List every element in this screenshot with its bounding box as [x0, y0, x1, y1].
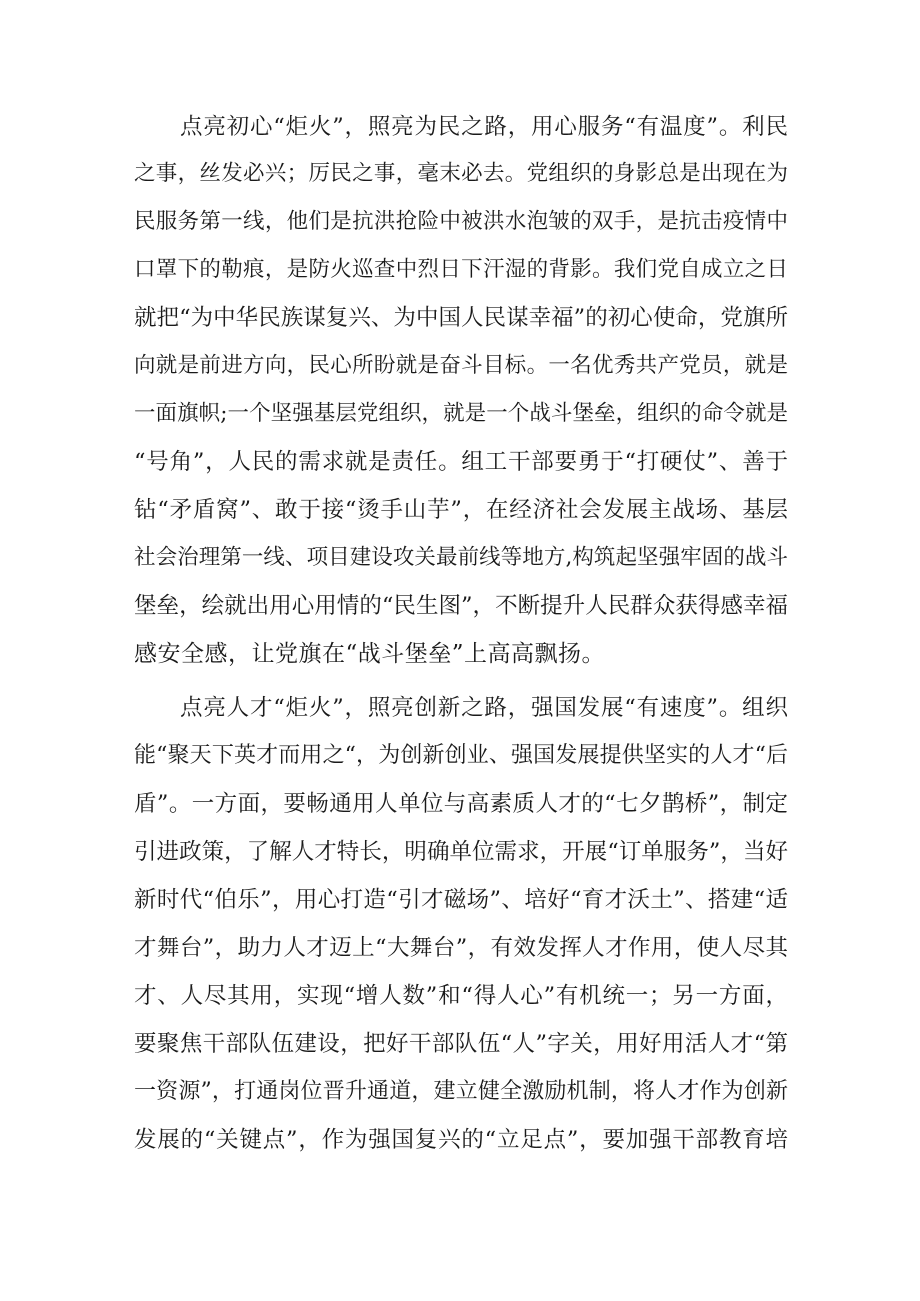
- paragraph-1-line-4: 口罩下的勒痕，是防火巡查中烈日下汗湿的背影。我们党自成立之日: [134, 257, 788, 282]
- paragraph-1-line-12: 感安全感，让党旗在“战斗堡垒”上高高飘扬。: [134, 641, 606, 667]
- paragraph-2-line-7: 才、人尽其用，实现“增人数”和“得人心”有机统一；另一方面，: [134, 983, 788, 1009]
- paragraph-1-line-7: 一面旗帜;一个坚强基层党组织，就是一个战斗堡垒，组织的命令就是: [134, 401, 788, 426]
- paragraph-2-line-3: 盾”。一方面，要畅通用人单位与高素质人才的“七夕鹊桥”，制定: [134, 791, 788, 817]
- paragraph-1-line-2: 之事，丝发必兴；厉民之事，毫末必去。党组织的身影总是出现在为: [134, 161, 788, 186]
- paragraph-1-line-9: 钻“矛盾窝”、敢于接“烫手山芋”，在经济社会发展主战场、基层: [134, 497, 788, 523]
- paragraph-2-line-1: 点亮人才“炬火”，照亮创新之路，强国发展“有速度”。组织: [180, 695, 788, 721]
- paragraph-1-line-1: 点亮初心“炬火”，照亮为民之路，用心服务“有温度”。利民: [180, 114, 788, 140]
- paragraph-1-line-3: 民服务第一线，他们是抗洪抢险中被洪水泡皱的双手，是抗击疫情中: [134, 209, 788, 234]
- paragraph-1-line-6: 向就是前进方向，民心所盼就是奋斗目标。一名优秀共产党员，就是: [134, 353, 788, 378]
- paragraph-1-line-11: 堡垒，绘就出用心用情的“民生图”，不断提升人民群众获得感幸福: [134, 593, 788, 619]
- paragraph-2-line-10: 发展的“关键点”，作为强国复兴的“立足点”，要加强干部教育培: [134, 1127, 788, 1153]
- paragraph-2-line-4: 引进政策，了解人才特长，明确单位需求，开展“订单服务”，当好: [134, 839, 788, 865]
- paragraph-2-line-9: 一资源”，打通岗位晋升通道，建立健全激励机制，将人才作为创新: [134, 1079, 788, 1104]
- paragraph-2-line-8: 要聚焦干部队伍建设，把好干部队伍“人”字关，用好用活人才“第: [134, 1031, 788, 1057]
- paragraph-1-line-8: “号角”，人民的需求就是责任。组工干部要勇于“打硬仗”、善于: [134, 449, 788, 475]
- paragraph-2-line-6: 才舞台”，助力人才迈上“大舞台”，有效发挥人才作用，使人尽其: [134, 935, 788, 961]
- paragraph-2-line-2: 能“聚天下英才而用之“，为创新创业、强国发展提供坚实的人才“后: [134, 743, 788, 768]
- paragraph-1-line-5: 就把“为中华民族谋复兴、为中国人民谋幸福”的初心使命，党旗所: [134, 305, 788, 331]
- paragraph-1-line-10: 社会治理第一线、项目建设攻关最前线等地方,构筑起坚强牢固的战斗: [134, 545, 788, 570]
- paragraph-2-line-5: 新时代“伯乐”，用心打造“引才磁场”、培好“育才沃土”、搭建“适: [134, 887, 788, 913]
